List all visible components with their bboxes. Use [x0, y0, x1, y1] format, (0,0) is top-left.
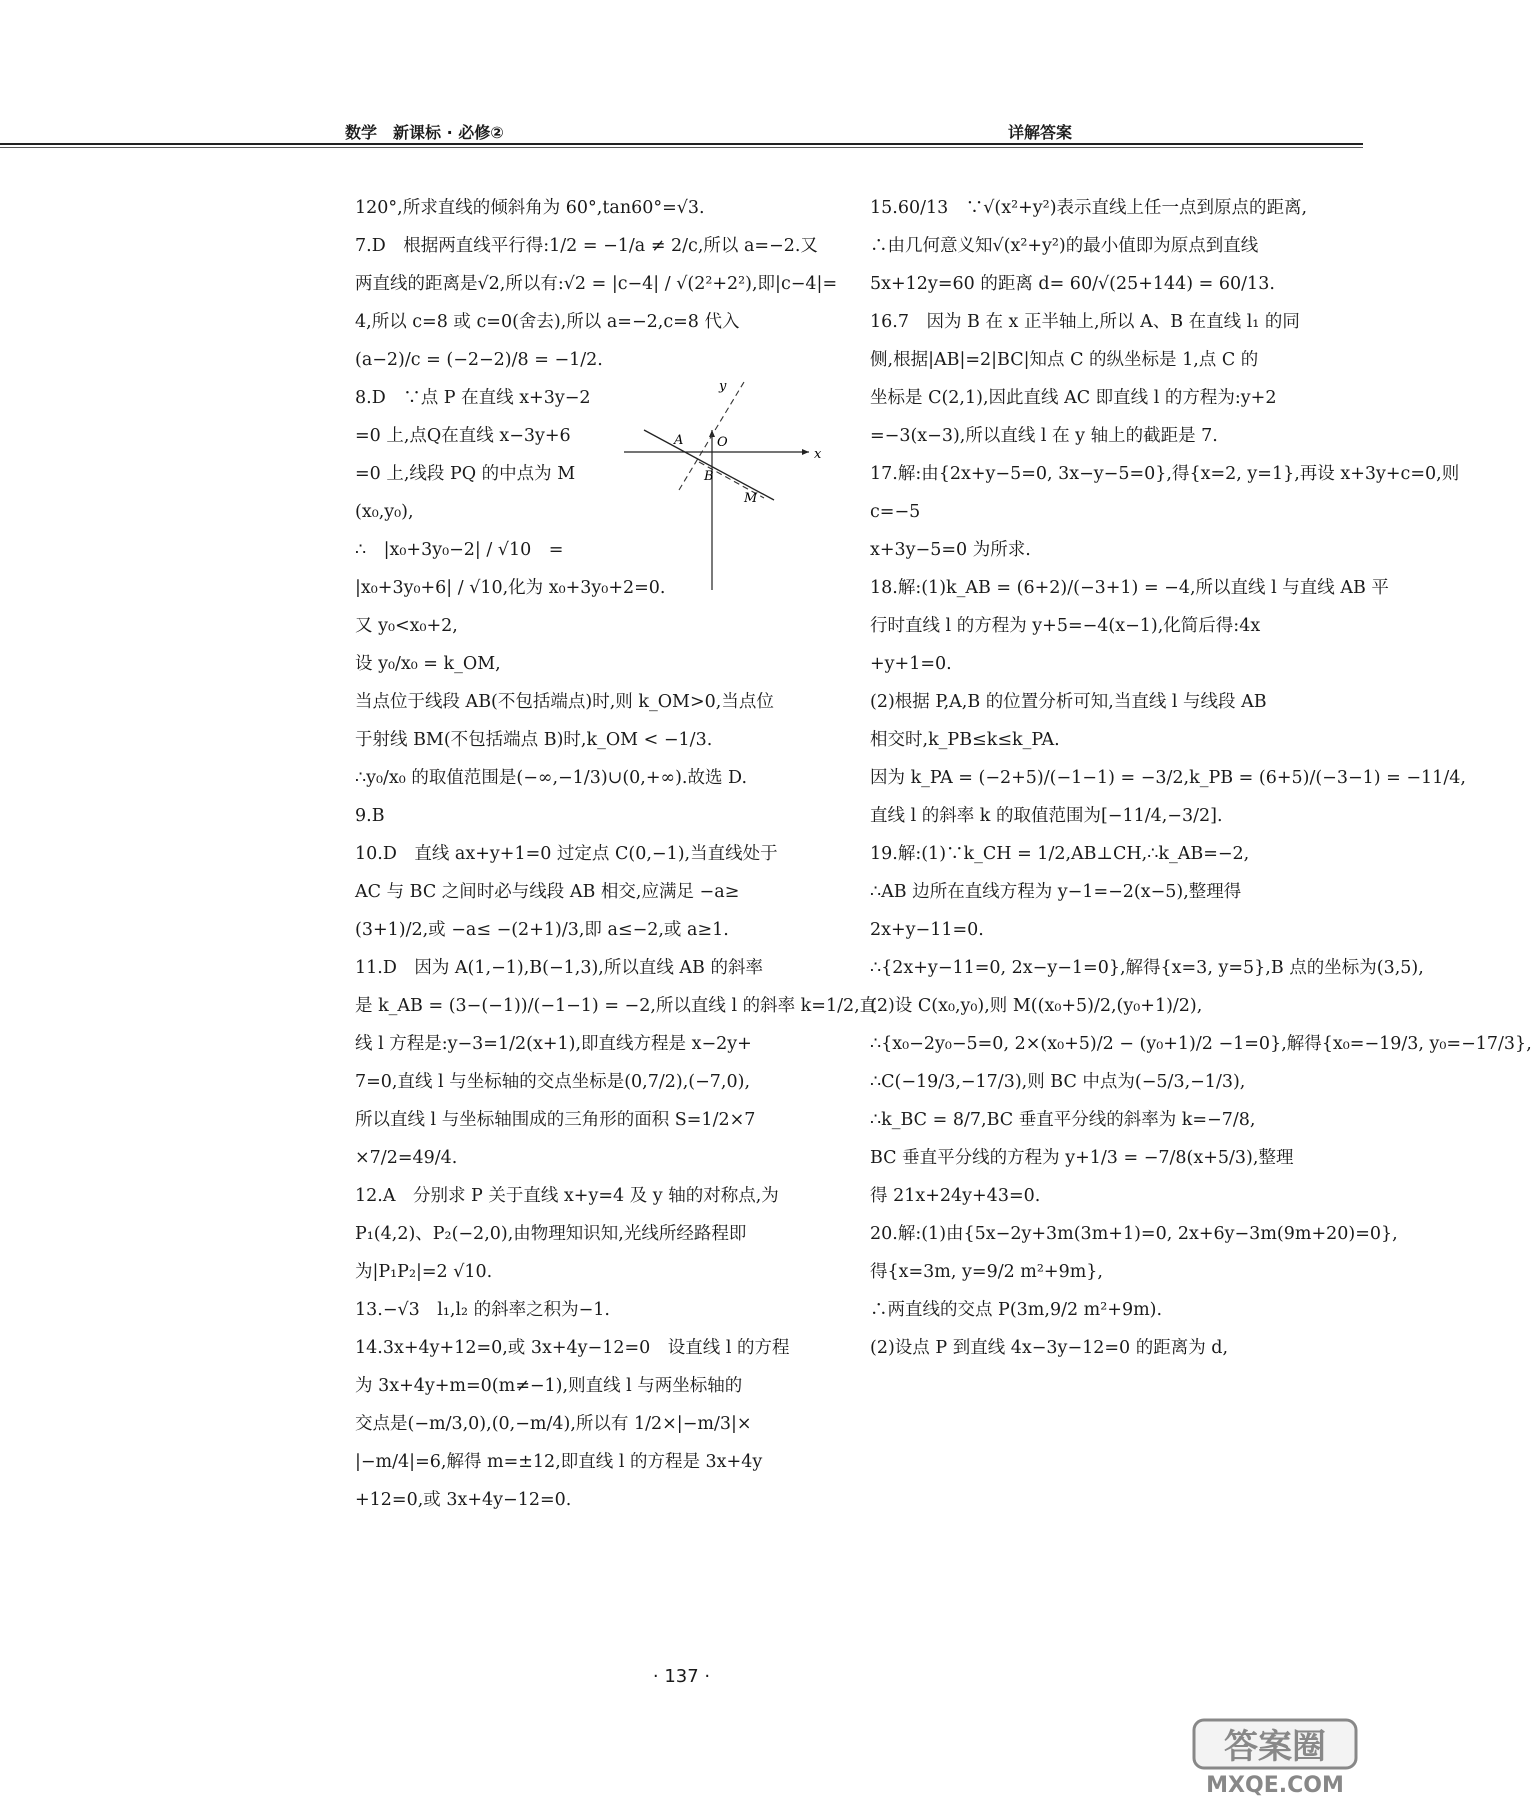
right-column-line: ∴两直线的交点 P(3m,9/2 m²+9m).	[870, 1300, 1163, 1320]
left-column-line: 11.D 因为 A(1,−1),B(−1,3),所以直线 AB 的斜率	[355, 958, 763, 978]
right-column-line: 行时直线 l 的方程为 y+5=−4(x−1),化简后得:4x	[870, 616, 1261, 636]
right-column-line: ∴k_BC = 8/7,BC 垂直平分线的斜率为 k=−7/8,	[870, 1110, 1256, 1130]
left-column-line: 7=0,直线 l 与坐标轴的交点坐标是(0,7/2),(−7,0),	[355, 1072, 751, 1092]
left-column-line: 当点位于线段 AB(不包括端点)时,则 k_OM>0,当点位	[355, 692, 774, 712]
left-column-line: 于射线 BM(不包括端点 B)时,k_OM < −1/3.	[355, 730, 713, 750]
left-column-line: 120°,所求直线的倾斜角为 60°,tan60°=√3.	[355, 198, 705, 218]
left-column-line: |x₀+3y₀+6| / √10,化为 x₀+3y₀+2=0.	[355, 578, 666, 598]
left-column-line: 是 k_AB = (3−(−1))/(−1−1) = −2,所以直线 l 的斜率 k=1/2,直	[355, 996, 878, 1016]
right-column-line: 19.解:(1)∵k_CH = 1/2,AB⊥CH,∴k_AB=−2,	[870, 844, 1250, 864]
left-column-line: 12.A 分别求 P 关于直线 x+y=4 及 y 轴的对称点,为	[355, 1186, 779, 1206]
left-column-line: 交点是(−m/3,0),(0,−m/4),所以有 1/2×|−m/3|×	[355, 1414, 752, 1434]
right-column-line: 因为 k_PA = (−2+5)/(−1−1) = −3/2,k_PB = (6+5)/(−3−1) = −11/4,	[870, 768, 1466, 788]
right-column-line: 得 21x+24y+43=0.	[870, 1186, 1041, 1206]
right-column-line: 20.解:(1)由{5x−2y+3m(3m+1)=0, 2x+6y−3m(9m+20)=0},	[870, 1224, 1398, 1244]
left-column-line: 13.−√3 l₁,l₂ 的斜率之积为−1.	[355, 1300, 610, 1320]
right-column-line: 15.60/13 ∵√(x²+y²)表示直线上任一点到原点的距离,	[870, 198, 1308, 218]
watermark-logo	[1190, 1716, 1360, 1798]
watermark-top: 答案圈	[1224, 1727, 1326, 1767]
right-column-line: ∴{x₀−2y₀−5=0, 2×(x₀+5)/2 − (y₀+1)/2 −1=0},解得{x₀=−19/3, y₀=−17/3},	[870, 1034, 1532, 1054]
label-x: x	[814, 447, 822, 462]
left-column-line: =0 上,线段 PQ 的中点为 M	[355, 464, 576, 484]
right-column-line: +y+1=0.	[870, 654, 952, 674]
left-column-line: 两直线的距离是√2,所以有:√2 = |c−4| / √(2²+2²),即|c−4|=	[355, 274, 838, 294]
left-column-line: P₁(4,2)、P₂(−2,0),由物理知识知,光线所经路程即	[355, 1224, 747, 1244]
right-column	[870, 195, 1532, 1373]
left-column-line: ∴ |x₀+3y₀−2| / √10 =	[355, 540, 564, 560]
left-column-line: 4,所以 c=8 或 c=0(舍去),所以 a=−2,c=8 代入	[355, 312, 740, 332]
left-column-line: |−m/4|=6,解得 m=±12,即直线 l 的方程是 3x+4y	[355, 1452, 763, 1472]
right-column-line: 直线 l 的斜率 k 的取值范围为[−11/4,−3/2].	[870, 806, 1223, 826]
label-a: A	[674, 433, 684, 448]
left-column-line: AC 与 BC 之间时必与线段 AB 相交,应满足 −a≥	[355, 882, 740, 902]
right-column-line: 相交时,k_PB≤k≤k_PA.	[870, 730, 1060, 750]
right-column-line: 侧,根据|AB|=2|BC|知点 C 的纵坐标是 1,点 C 的	[870, 350, 1259, 370]
label-o: O	[717, 435, 728, 450]
watermark-bottom: MXQE.COM	[1206, 1773, 1344, 1798]
x-axis-arrow	[802, 449, 809, 455]
left-column-line: 10.D 直线 ax+y+1=0 过定点 C(0,−1),当直线处于	[355, 844, 778, 864]
left-column-line: +12=0,或 3x+4y−12=0.	[355, 1490, 572, 1510]
left-column-line: =0 上,点Q在直线 x−3y+6	[355, 426, 571, 446]
header-right: 详解答案	[1008, 123, 1073, 142]
left-column-line: 为|P₁P₂|=2 √10.	[355, 1262, 493, 1282]
header-rule	[0, 143, 1363, 145]
right-column-line: (2)设 C(x₀,y₀),则 M((x₀+5)/2,(y₀+1)/2),	[870, 996, 1203, 1016]
right-column-line: ∴由几何意义知√(x²+y²)的最小值即为原点到直线	[870, 236, 1259, 256]
left-column-line: 为 3x+4y+m=0(m≠−1),则直线 l 与两坐标轴的	[355, 1376, 743, 1396]
right-column-line: 18.解:(1)k_AB = (6+2)/(−3+1) = −4,所以直线 l 与直线 AB 平	[870, 578, 1389, 598]
left-column-line: 所以直线 l 与坐标轴围成的三角形的面积 S=1/2×7	[355, 1110, 756, 1130]
label-y: y	[719, 379, 727, 394]
left-column-line: 又 y₀<x₀+2,	[355, 616, 458, 636]
coordinate-diagram	[624, 379, 824, 590]
right-column-line: 2x+y−11=0.	[870, 920, 984, 940]
label-b: B	[704, 469, 714, 484]
header-left: 数学 新课标 · 必修②	[345, 123, 504, 142]
page-number: · 137 ·	[652, 1666, 711, 1687]
right-column-line: 16.7 因为 B 在 x 正半轴上,所以 A、B 在直线 l₁ 的同	[870, 312, 1300, 332]
right-column-line: ∴C(−19/3,−17/3),则 BC 中点为(−5/3,−1/3),	[870, 1072, 1246, 1092]
left-column	[355, 195, 878, 1525]
right-column-line: (2)根据 P,A,B 的位置分析可知,当直线 l 与线段 AB	[870, 692, 1267, 712]
left-column-line: 8.D ∵点 P 在直线 x+3y−2	[355, 388, 591, 408]
right-column-line: ∴AB 边所在直线方程为 y−1=−2(x−5),整理得	[870, 882, 1242, 902]
left-column-line: (3+1)/2,或 −a≤ −(2+1)/3,即 a≤−2,或 a≥1.	[355, 920, 729, 940]
left-column-line: (a−2)/c = (−2−2)/8 = −1/2.	[355, 350, 603, 370]
right-column-line: c=−5	[870, 502, 921, 522]
right-column-line: (2)设点 P 到直线 4x−3y−12=0 的距离为 d,	[870, 1338, 1229, 1358]
left-column-line: 设 y₀/x₀ = k_OM,	[355, 654, 501, 674]
right-column-line: 坐标是 C(2,1),因此直线 AC 即直线 l 的方程为:y+2	[870, 388, 1277, 408]
header-rule-thin	[0, 147, 1363, 148]
left-column-line: 9.B	[355, 806, 385, 826]
left-column-line: 线 l 方程是:y−3=1/2(x+1),即直线方程是 x−2y+	[355, 1034, 752, 1054]
left-column-line: ×7/2=49/4.	[355, 1148, 458, 1168]
left-column-line: 14.3x+4y+12=0,或 3x+4y−12=0 设直线 l 的方程	[355, 1338, 790, 1358]
right-column-line: 5x+12y=60 的距离 d= 60/√(25+144) = 60/13.	[870, 274, 1275, 294]
left-column-line: ∴y₀/x₀ 的取值范围是(−∞,−1/3)∪(0,+∞).故选 D.	[355, 768, 748, 788]
right-column-line: BC 垂直平分线的方程为 y+1/3 = −7/8(x+5/3),整理	[870, 1148, 1294, 1168]
right-column-line: ∴{2x+y−11=0, 2x−y−1=0},解得{x=3, y=5},B 点的坐标为(3,5),	[870, 958, 1424, 978]
right-column-line: =−3(x−3),所以直线 l 在 y 轴上的截距是 7.	[870, 426, 1218, 446]
line-pq	[644, 430, 774, 500]
right-column-line: 得{x=3m, y=9/2 m²+9m},	[870, 1262, 1103, 1282]
right-column-line: 17.解:由{2x+y−5=0, 3x−y−5=0},得{x=2, y=1},再设 x+3y+c=0,则	[870, 464, 1460, 484]
left-column-line: 7.D 根据两直线平行得:1/2 = −1/a ≠ 2/c,所以 a=−2.又	[355, 236, 818, 256]
right-column-line: x+3y−5=0 为所求.	[870, 540, 1031, 560]
left-column-line: (x₀,y₀),	[355, 502, 414, 522]
label-m: M	[744, 491, 758, 506]
